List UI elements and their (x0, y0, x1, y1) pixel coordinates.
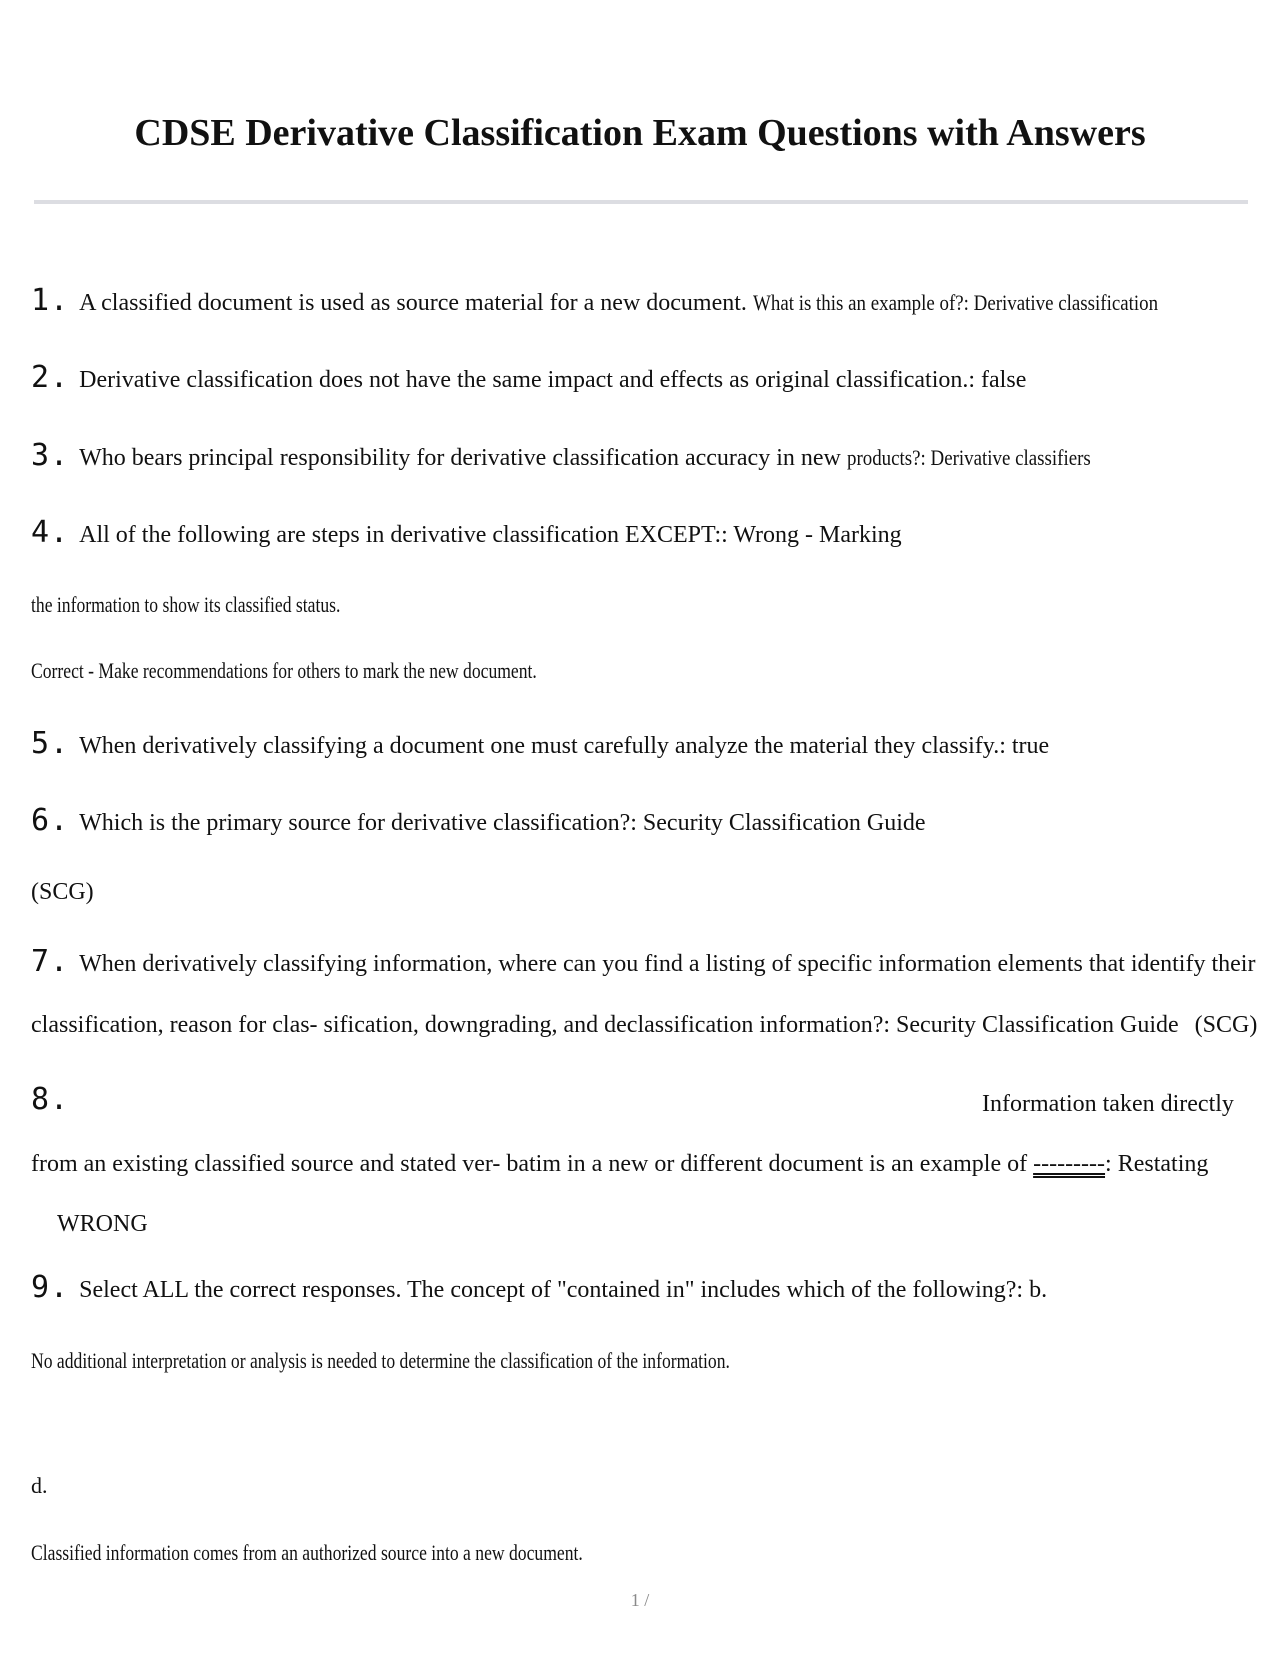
question-number: 8. (31, 1082, 70, 1117)
question-text: When derivatively classifying information, where can you find a listing of specific information elements that identify their (79, 951, 1256, 977)
question-number: 9. (31, 1270, 70, 1305)
question-4-continuation-2 (31, 656, 663, 686)
question-text: Information taken directly (982, 1091, 1234, 1117)
continuation-text: No additional interpretation or analysis is needed to determine the classification of the information. (31, 1348, 730, 1373)
question-4 (31, 515, 902, 550)
continuation-text: Correct - Make recommendations for others to mark the new document. (31, 658, 537, 683)
title-divider (34, 200, 1248, 204)
question-text: All of the following are steps in derivative classification EXCEPT:: Wrong - Marking (79, 522, 902, 548)
question-5 (31, 726, 1050, 761)
question-9-continuation-2 (31, 1471, 48, 1501)
question-text-condensed: What is this an example of?: Derivative classification (752, 290, 1158, 315)
question-text: When derivatively classifying a document one must carefully analyze the material they classify.: true (79, 733, 1050, 759)
question-9-continuation-1 (31, 1346, 905, 1376)
question-6-continuation (31, 877, 94, 907)
answer-blank: --------- (1033, 1151, 1106, 1177)
question-text: Who bears principal responsibility for derivative classification accuracy in new (79, 445, 841, 471)
question-text: A classified document is used as source material for a new document. (79, 290, 747, 316)
question-8-verdict (57, 1209, 148, 1239)
question-6 (31, 803, 926, 838)
question-text: Derivative classification does not have the same impact and effects as original classification.: false (79, 367, 1027, 393)
continuation-text: classification, reason for clas- sification, downgrading, and declassification information?: Security Classification Guide (31, 1012, 1179, 1038)
question-number: 3. (31, 438, 70, 473)
question-9 (31, 1270, 1048, 1305)
continuation-text: d. (31, 1473, 48, 1498)
question-3 (31, 438, 1130, 473)
question-7 (31, 944, 1256, 979)
continuation-text: the information to show its classified status. (31, 592, 341, 617)
question-1 (31, 283, 1224, 318)
continuation-text: Classified information comes from an authorized source into a new document. (31, 1540, 583, 1565)
verdict-text: WRONG (57, 1211, 148, 1237)
question-4-continuation-1 (31, 590, 418, 620)
question-number: 4. (31, 515, 70, 550)
question-8-continuation (31, 1149, 1208, 1179)
continuation-text: : Restating (1105, 1151, 1209, 1177)
question-text-condensed: products?: Derivative classifiers (846, 445, 1091, 470)
question-text: Select ALL the correct responses. The concept of "contained in" includes which of the following?: b. (79, 1277, 1048, 1303)
question-text: Which is the primary source for derivative classification?: Security Classification Guide (79, 810, 926, 836)
question-8-text (982, 1089, 1234, 1119)
question-number: 1. (31, 283, 70, 318)
question-8 (31, 1082, 79, 1117)
page-indicator: 1 / (630, 1590, 650, 1610)
question-7-continuation (31, 1010, 1257, 1040)
continuation-text: (SCG) (31, 879, 94, 905)
continuation-text: (SCG) (1194, 1012, 1258, 1038)
question-2 (31, 360, 1027, 395)
question-number: 2. (31, 360, 70, 395)
question-number: 6. (31, 803, 70, 838)
continuation-text: from an existing classified source and stated ver- batim in a new or different document is an example of (31, 1151, 1028, 1177)
document-title: CDSE Derivative Classification Exam Questions with Answers (134, 112, 1146, 154)
question-number: 5. (31, 726, 70, 761)
question-number: 7. (31, 944, 70, 979)
question-9-continuation-3 (31, 1538, 721, 1568)
